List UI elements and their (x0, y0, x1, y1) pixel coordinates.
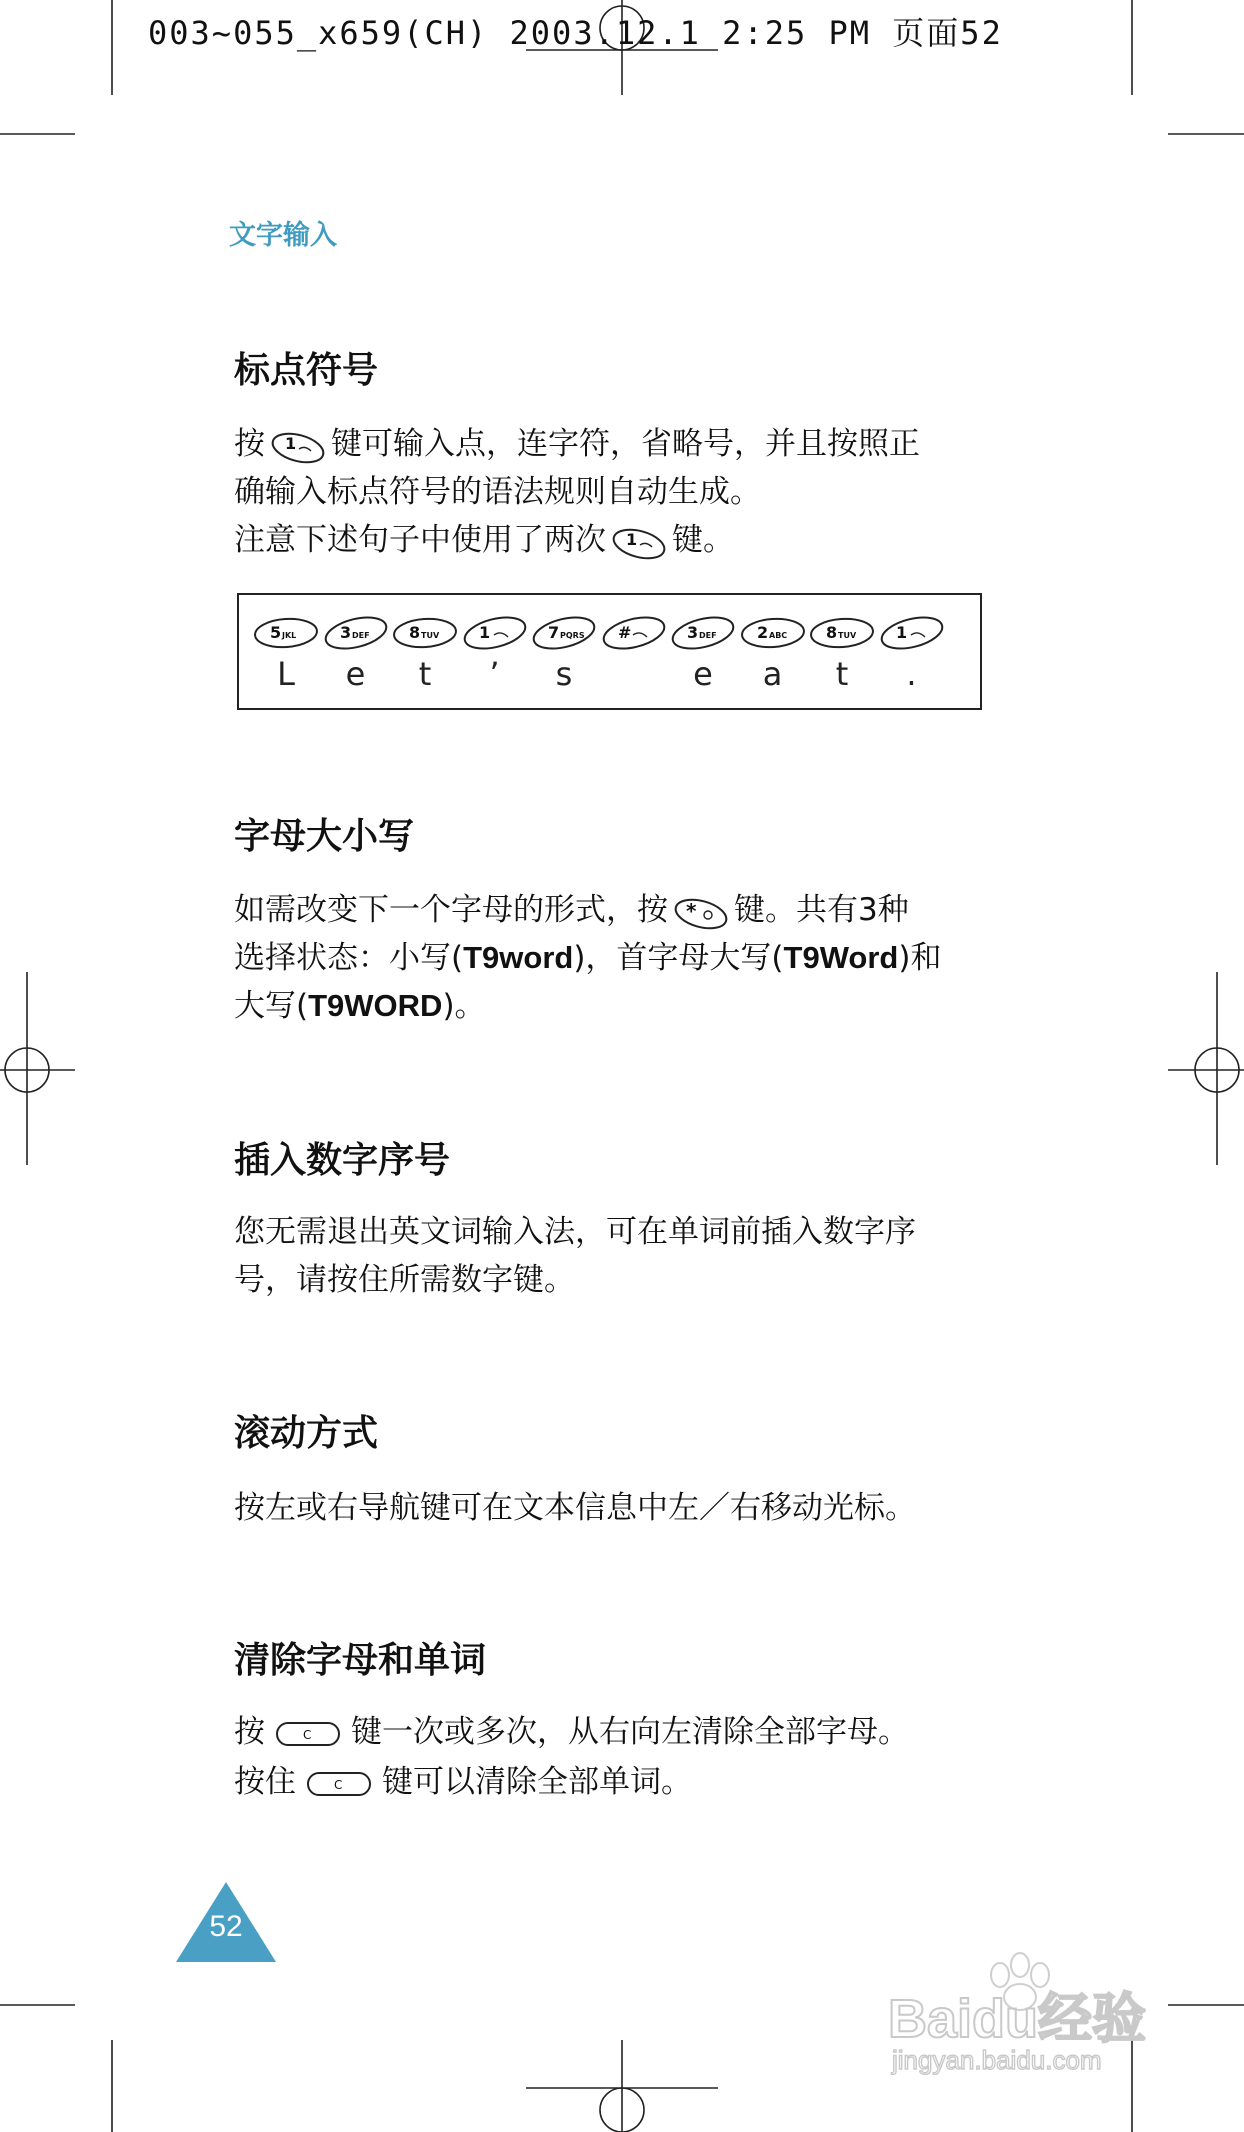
key-1-icon (879, 611, 945, 651)
sequence-char: L (277, 655, 295, 693)
key-1-icon (269, 427, 327, 465)
mode-lowercase: T9word (463, 940, 574, 975)
text-fragment: 如需改变下一个字母的形式，按 (234, 892, 668, 928)
svg-text:ABC: ABC (768, 631, 787, 640)
sequence-char: a (762, 655, 783, 693)
text-fragment: 按住 (234, 1764, 296, 1800)
text-fragment: 键可输入点，连字符，省略号，并且按照正 (331, 426, 920, 462)
svg-text:3: 3 (339, 623, 351, 642)
svg-text:JKL: JKL (282, 631, 297, 640)
key-1-icon (462, 611, 528, 651)
svg-text:8: 8 (409, 623, 421, 642)
key-3-icon (670, 611, 736, 651)
text-fragment: 按 (234, 426, 265, 462)
svg-text:Baidu经验: Baidu经验 (888, 1989, 1147, 2049)
svg-text:C: C (334, 1777, 343, 1792)
sequence-char: ’ (489, 655, 500, 693)
key-2-icon (740, 611, 806, 651)
key-star-icon (672, 893, 730, 931)
punct-line-3 (234, 516, 734, 564)
text-fragment: 注意下述句子中使用了两次 (234, 522, 606, 558)
clear-line-2 (234, 1758, 692, 1806)
mode-capitalized: T9Word (783, 940, 899, 975)
key-5-icon (253, 611, 319, 651)
text-fragment: 键。 (672, 522, 734, 558)
key-hash-icon (601, 611, 667, 651)
svg-text:#: # (617, 623, 631, 642)
key-7-icon (531, 611, 597, 651)
key-clear-icon (306, 1769, 372, 1799)
svg-text:DEF: DEF (351, 631, 370, 640)
sequence-char: e (693, 655, 713, 693)
svg-text:*: * (686, 898, 697, 923)
key-sequence-box (237, 593, 982, 710)
key-8-icon (392, 611, 458, 651)
svg-text:7: 7 (548, 623, 560, 642)
svg-text:DEF: DEF (699, 631, 717, 640)
case-line-3 (234, 982, 486, 1030)
heading-insert-number: 插入数字序号 (234, 1140, 451, 1181)
text-fragment: 键一次或多次，从右向左清除全部字母。 (351, 1714, 909, 1750)
key-8-icon (809, 611, 875, 651)
text-fragment: 大写( (234, 988, 309, 1024)
num-line-2: 号，请按住所需数字键。 (234, 1262, 575, 1298)
svg-text:PQRS: PQRS (560, 631, 585, 640)
key-1-icon (610, 523, 668, 561)
clear-line-1 (234, 1708, 909, 1756)
sequence-char: . (906, 655, 917, 693)
heading-scroll: 滚动方式 (234, 1413, 379, 1454)
sequence-char: t (835, 655, 849, 693)
punct-line-2: 确输入标点符号的语法规则自动生成。 (234, 474, 761, 510)
key-3-icon (323, 611, 389, 651)
print-slug-header: 003~055_x659(CH) 2003.12.1 2:25 PM 页面52 (148, 14, 1003, 52)
text-fragment: )，首字母大写( (573, 940, 784, 976)
heading-punctuation: 标点符号 (234, 350, 379, 391)
svg-text:8: 8 (826, 623, 838, 642)
svg-text:1: 1 (626, 529, 638, 549)
svg-text:5: 5 (270, 623, 282, 642)
sequence-char: s (555, 655, 573, 693)
heading-clear: 清除字母和单词 (234, 1640, 487, 1681)
svg-text:TUV: TUV (421, 631, 440, 640)
svg-text:TUV: TUV (838, 631, 857, 640)
svg-text:1: 1 (285, 433, 297, 453)
page-number: 52 (209, 1910, 243, 1943)
svg-text:jingyan.baidu.com: jingyan.baidu.com (892, 2045, 1102, 2075)
svg-text:1: 1 (478, 623, 490, 642)
text-fragment: )。 (442, 988, 486, 1024)
text-fragment: 键可以清除全部单词。 (382, 1764, 692, 1800)
sequence-char: t (418, 655, 432, 693)
punct-line-1 (234, 420, 920, 468)
text-fragment: )和 (898, 940, 942, 976)
case-line-1 (234, 886, 909, 934)
text-fragment: 按 (234, 1714, 265, 1750)
svg-text:C: C (303, 1727, 312, 1742)
baidu-jingyan-watermark-logo (880, 1945, 1210, 2075)
case-line-2 (234, 934, 941, 982)
mode-uppercase: T9WORD (308, 988, 443, 1023)
section-label: 文字输入 (229, 220, 337, 251)
scroll-line-1: 按左或右导航键可在文本信息中左／右移动光标。 (234, 1490, 916, 1526)
svg-text:3: 3 (687, 623, 699, 642)
text-fragment: 键。共有3种 (734, 892, 909, 928)
key-clear-icon (275, 1719, 341, 1749)
text-fragment: 选择状态：小写( (234, 940, 464, 976)
num-line-1: 您无需退出英文词输入法，可在单词前插入数字序 (234, 1214, 916, 1250)
svg-text:1: 1 (895, 623, 907, 642)
sequence-char: e (345, 655, 366, 693)
svg-text:2: 2 (756, 623, 768, 642)
heading-letter-case: 字母大小写 (234, 816, 415, 857)
